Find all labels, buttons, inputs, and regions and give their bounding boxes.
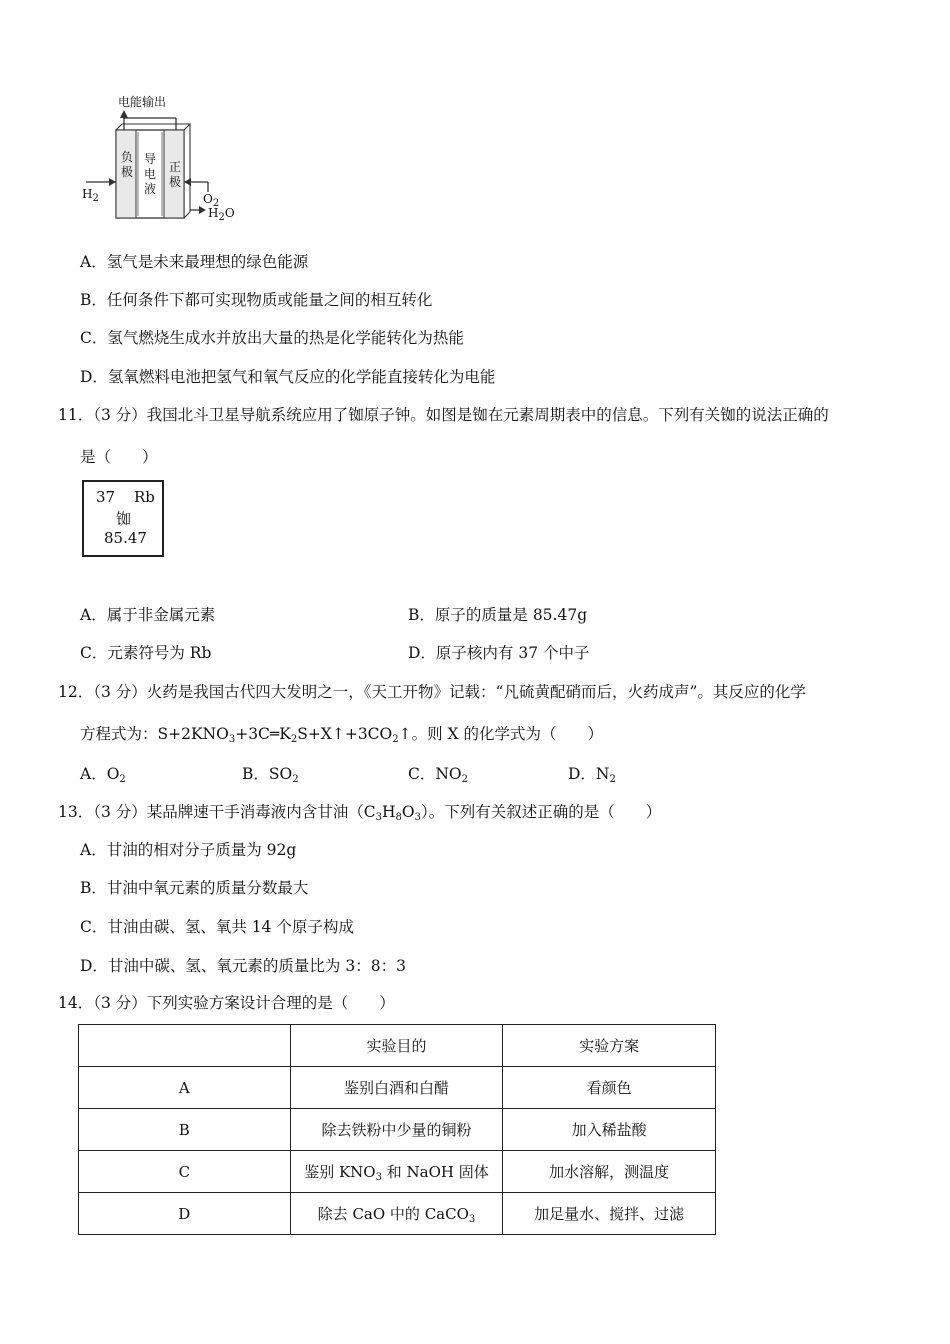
table-header-cell: 实验方案 — [503, 1025, 716, 1067]
table-header-cell — [79, 1025, 291, 1067]
diagram-h2-label: $H_2$ — [82, 187, 99, 204]
diagram-h2o-label: $H_2O$ — [208, 206, 235, 223]
q11-stem-line1: 11．（3 分）我国北斗卫星导航系统应用了铷原子钟。如图是铷在元素周期表中的信息。下列有关铷的说法正确的 — [58, 406, 829, 424]
row-plan: 加水溶解，测温度 — [503, 1151, 716, 1193]
table-row — [79, 1193, 716, 1235]
element-mass: 85.47 — [104, 529, 147, 547]
row-purpose: 鉴别 $KNO_3$ 和 NaOH 固体 — [290, 1151, 503, 1193]
q10-option-b: B．任何条件下都可实现物质或能量之间的相互转化 — [80, 291, 433, 309]
q10-option-a: A．氢气是未来最理想的绿色能源 — [80, 253, 309, 271]
q13-option-a: A．甘油的相对分子质量为 92g — [80, 841, 297, 859]
q12-option-d: D．$N_2$ — [568, 765, 616, 785]
table-row — [79, 1067, 716, 1109]
diagram-positive-label: 正极 — [169, 160, 182, 189]
element-card — [82, 480, 164, 557]
row-purpose: 鉴别白酒和白醋 — [290, 1067, 503, 1109]
q13-option-d: D．甘油中碳、氢、氧元素的质量比为 3：8：3 — [80, 957, 406, 975]
q10-option-d: D．氢氧燃料电池把氢气和氧气反应的化学能直接转化为电能 — [80, 368, 496, 386]
experiment-table — [78, 1024, 716, 1235]
q12-stem-line1: 12．（3 分）火药是我国古代四大发明之一，《天工开物》记载：“凡硫黄配硝而后，火药成声”。其反应的化学 — [58, 683, 806, 701]
q11-option-d: D．原子核内有 37 个中子 — [408, 644, 590, 662]
q14-stem: 14．（3 分）下列实验方案设计合理的是（ ） — [58, 994, 395, 1012]
row-purpose: 除去铁粉中少量的铜粉 — [290, 1109, 503, 1151]
q12-option-b: B．$SO_2$ — [242, 765, 299, 785]
q12-option-c: C．$NO_2$ — [408, 765, 469, 785]
q12-option-a: A．$O_2$ — [80, 765, 126, 785]
table-row — [79, 1151, 716, 1193]
q11-option-a: A．属于非金属元素 — [80, 606, 216, 624]
q10-option-c: C．氢气燃烧生成水并放出大量的热是化学能转化为热能 — [80, 329, 464, 347]
diagram-o2-label: $O_2$ — [203, 192, 220, 209]
q13-stem: 13．（3 分）某品牌速干手消毒液内含甘油$(C_3H_8O_3)$。下列有关叙述正确的是（ ） — [58, 803, 662, 823]
q13-option-b: B．甘油中氧元素的质量分数最大 — [80, 879, 309, 897]
q12-equation: 方程式为：$S+2KNO_3+3C═K_2S+X↑+3CO_2↑$。则 X 的化学式为（ ） — [80, 725, 604, 745]
q11-option-c: C．元素符号为 Rb — [80, 644, 212, 662]
element-name: 铷 — [116, 510, 132, 528]
diagram-negative-label: 负极 — [121, 150, 134, 179]
element-number: 37 — [96, 488, 116, 506]
table-header-row — [79, 1025, 716, 1067]
table-row — [79, 1109, 716, 1151]
q11-option-b: B．原子的质量是 85.47g — [408, 606, 588, 624]
diagram-top-label: 电能输出 — [118, 95, 167, 109]
element-symbol: Rb — [134, 488, 155, 506]
row-label: B — [79, 1109, 291, 1151]
q11-stem-line2: 是（ ） — [80, 448, 158, 466]
table-header-cell: 实验目的 — [290, 1025, 503, 1067]
row-label: D — [79, 1193, 291, 1235]
row-label: A — [79, 1067, 291, 1109]
row-label: C — [79, 1151, 291, 1193]
diagram-electrolyte-label: 导电液 — [144, 152, 157, 196]
q13-option-c: C．甘油由碳、氢、氧共 14 个原子构成 — [80, 918, 354, 936]
row-plan: 加足量水、搅拌、过滤 — [503, 1193, 716, 1235]
row-purpose: 除去 CaO 中的 CaCO$_3$ — [290, 1193, 503, 1235]
row-plan: 加入稀盐酸 — [503, 1109, 716, 1151]
row-plan: 看颜色 — [503, 1067, 716, 1109]
